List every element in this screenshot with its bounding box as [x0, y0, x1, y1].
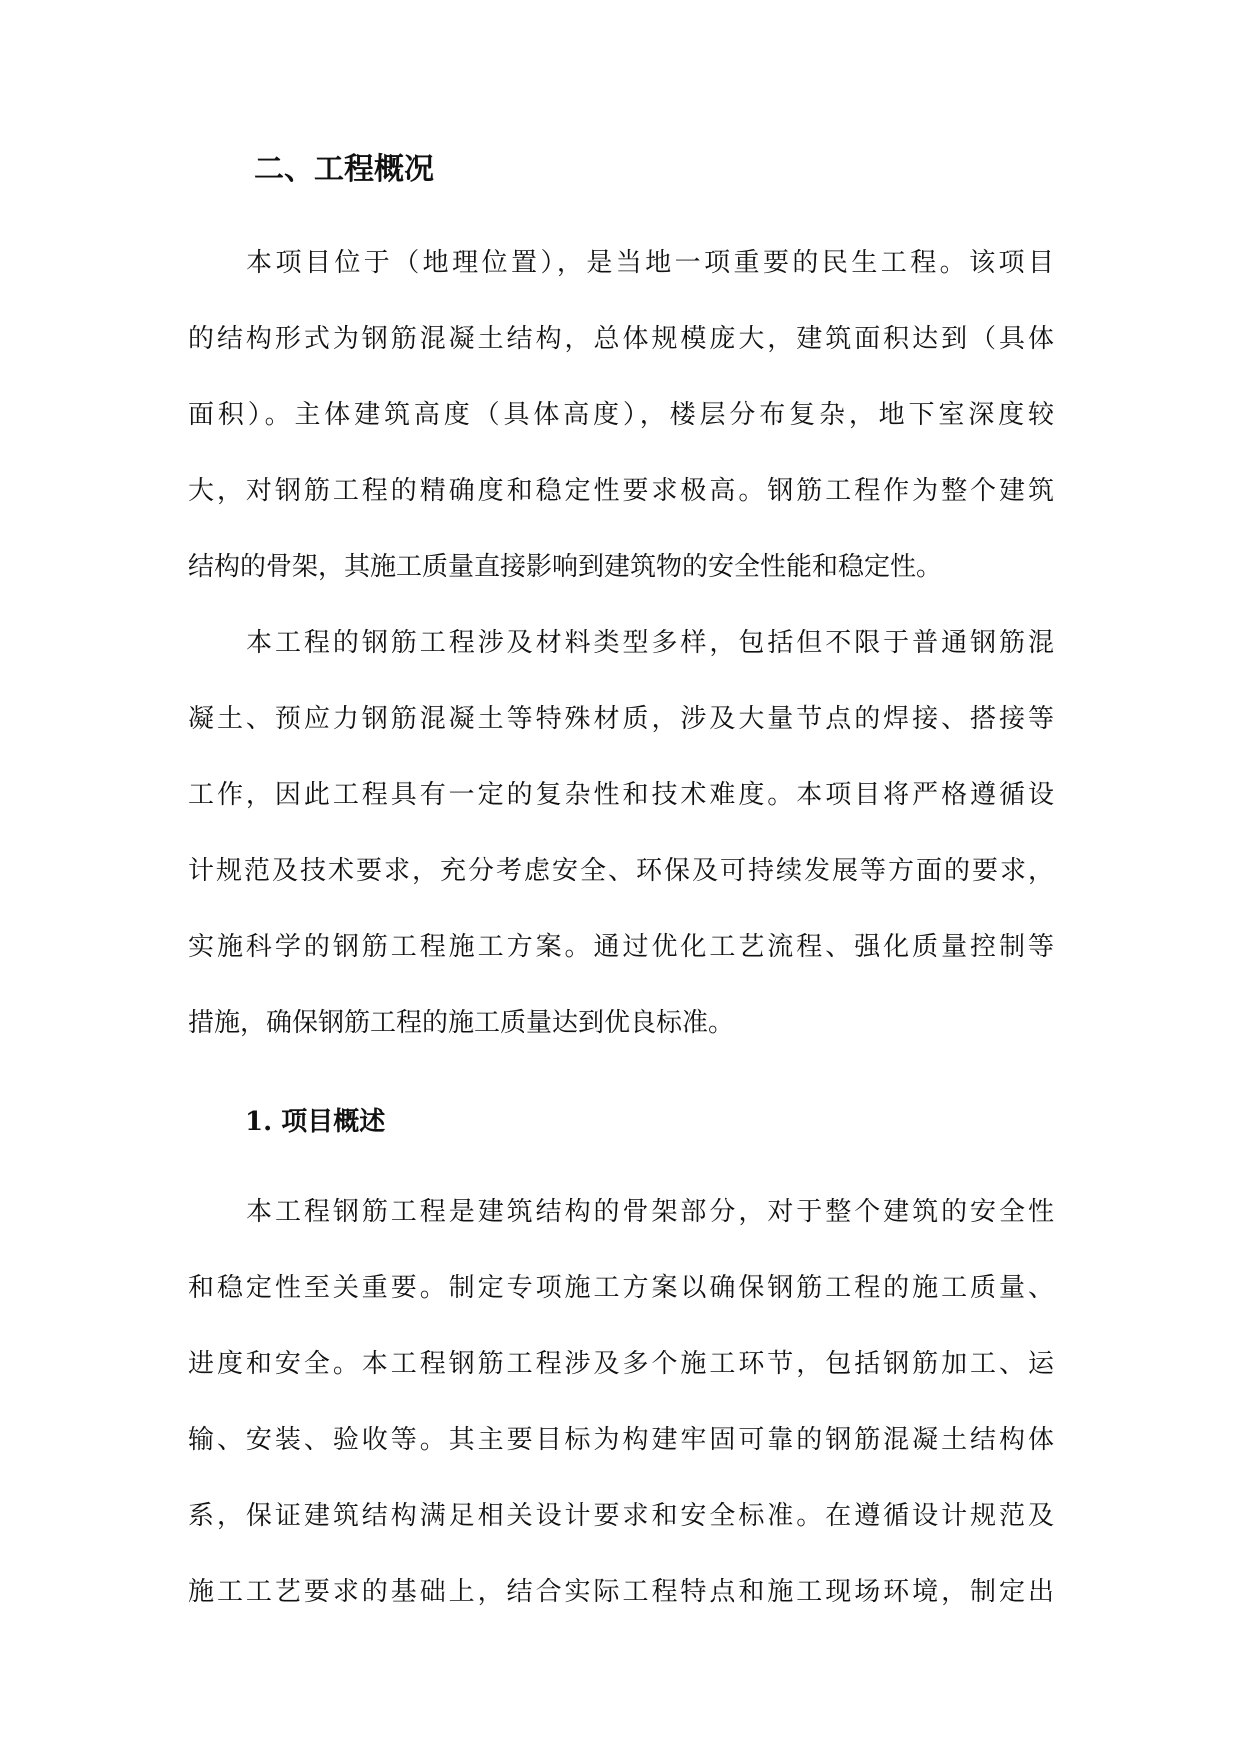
paragraph-line: 工作，因此工程具有一定的复杂性和技术难度。本项目将严格遵循设 — [188, 780, 1054, 810]
section-heading: 二、工程概况 — [254, 152, 434, 187]
paragraph-line: 本工程的钢筋工程涉及材料类型多样，包括但不限于普通钢筋混 — [246, 628, 1054, 658]
paragraph-line: 施工工艺要求的基础上，结合实际工程特点和施工现场环境，制定出 — [188, 1577, 1054, 1607]
paragraph-project-location — [188, 225, 1054, 605]
paragraph-line: 面积）。主体建筑高度（具体高度），楼层分布复杂，地下室深度较 — [188, 400, 1054, 430]
paragraph-line: 输、安装、验收等。其主要目标为构建牢固可靠的钢筋混凝土结构体 — [188, 1425, 1054, 1455]
paragraph-line: 措施，确保钢筋工程的施工质量达到优良标准。 — [188, 1008, 735, 1038]
paragraph-line: 本项目位于（地理位置），是当地一项重要的民生工程。该项目 — [246, 248, 1054, 278]
paragraph-line: 进度和安全。本工程钢筋工程涉及多个施工环节，包括钢筋加工、运 — [188, 1349, 1054, 1379]
paragraph-line: 系，保证建筑结构满足相关设计要求和安全标准。在遵循设计规范及 — [188, 1501, 1054, 1531]
paragraph-line: 凝土、预应力钢筋混凝土等特殊材质，涉及大量节点的焊接、搭接等 — [188, 704, 1054, 734]
paragraph-line: 结构的骨架，其施工质量直接影响到建筑物的安全性能和稳定性。 — [188, 552, 943, 582]
paragraph-line: 计规范及技术要求，充分考虑安全、环保及可持续发展等方面的要求， — [188, 856, 1054, 886]
paragraph-overview — [188, 1174, 1054, 1630]
paragraph-line: 大，对钢筋工程的精确度和稳定性要求极高。钢筋工程作为整个建筑 — [188, 476, 1054, 506]
paragraph-line: 和稳定性至关重要。制定专项施工方案以确保钢筋工程的施工质量、 — [188, 1273, 1054, 1303]
subsection-heading: 1. 项目概述 — [245, 1107, 386, 1137]
paragraph-materials — [188, 605, 1054, 1061]
paragraph-line: 实施科学的钢筋工程施工方案。通过优化工艺流程、强化质量控制等 — [188, 932, 1054, 962]
paragraph-line: 的结构形式为钢筋混凝土结构，总体规模庞大，建筑面积达到（具体 — [188, 324, 1054, 354]
paragraph-line: 本工程钢筋工程是建筑结构的骨架部分，对于整个建筑的安全性 — [246, 1197, 1054, 1227]
